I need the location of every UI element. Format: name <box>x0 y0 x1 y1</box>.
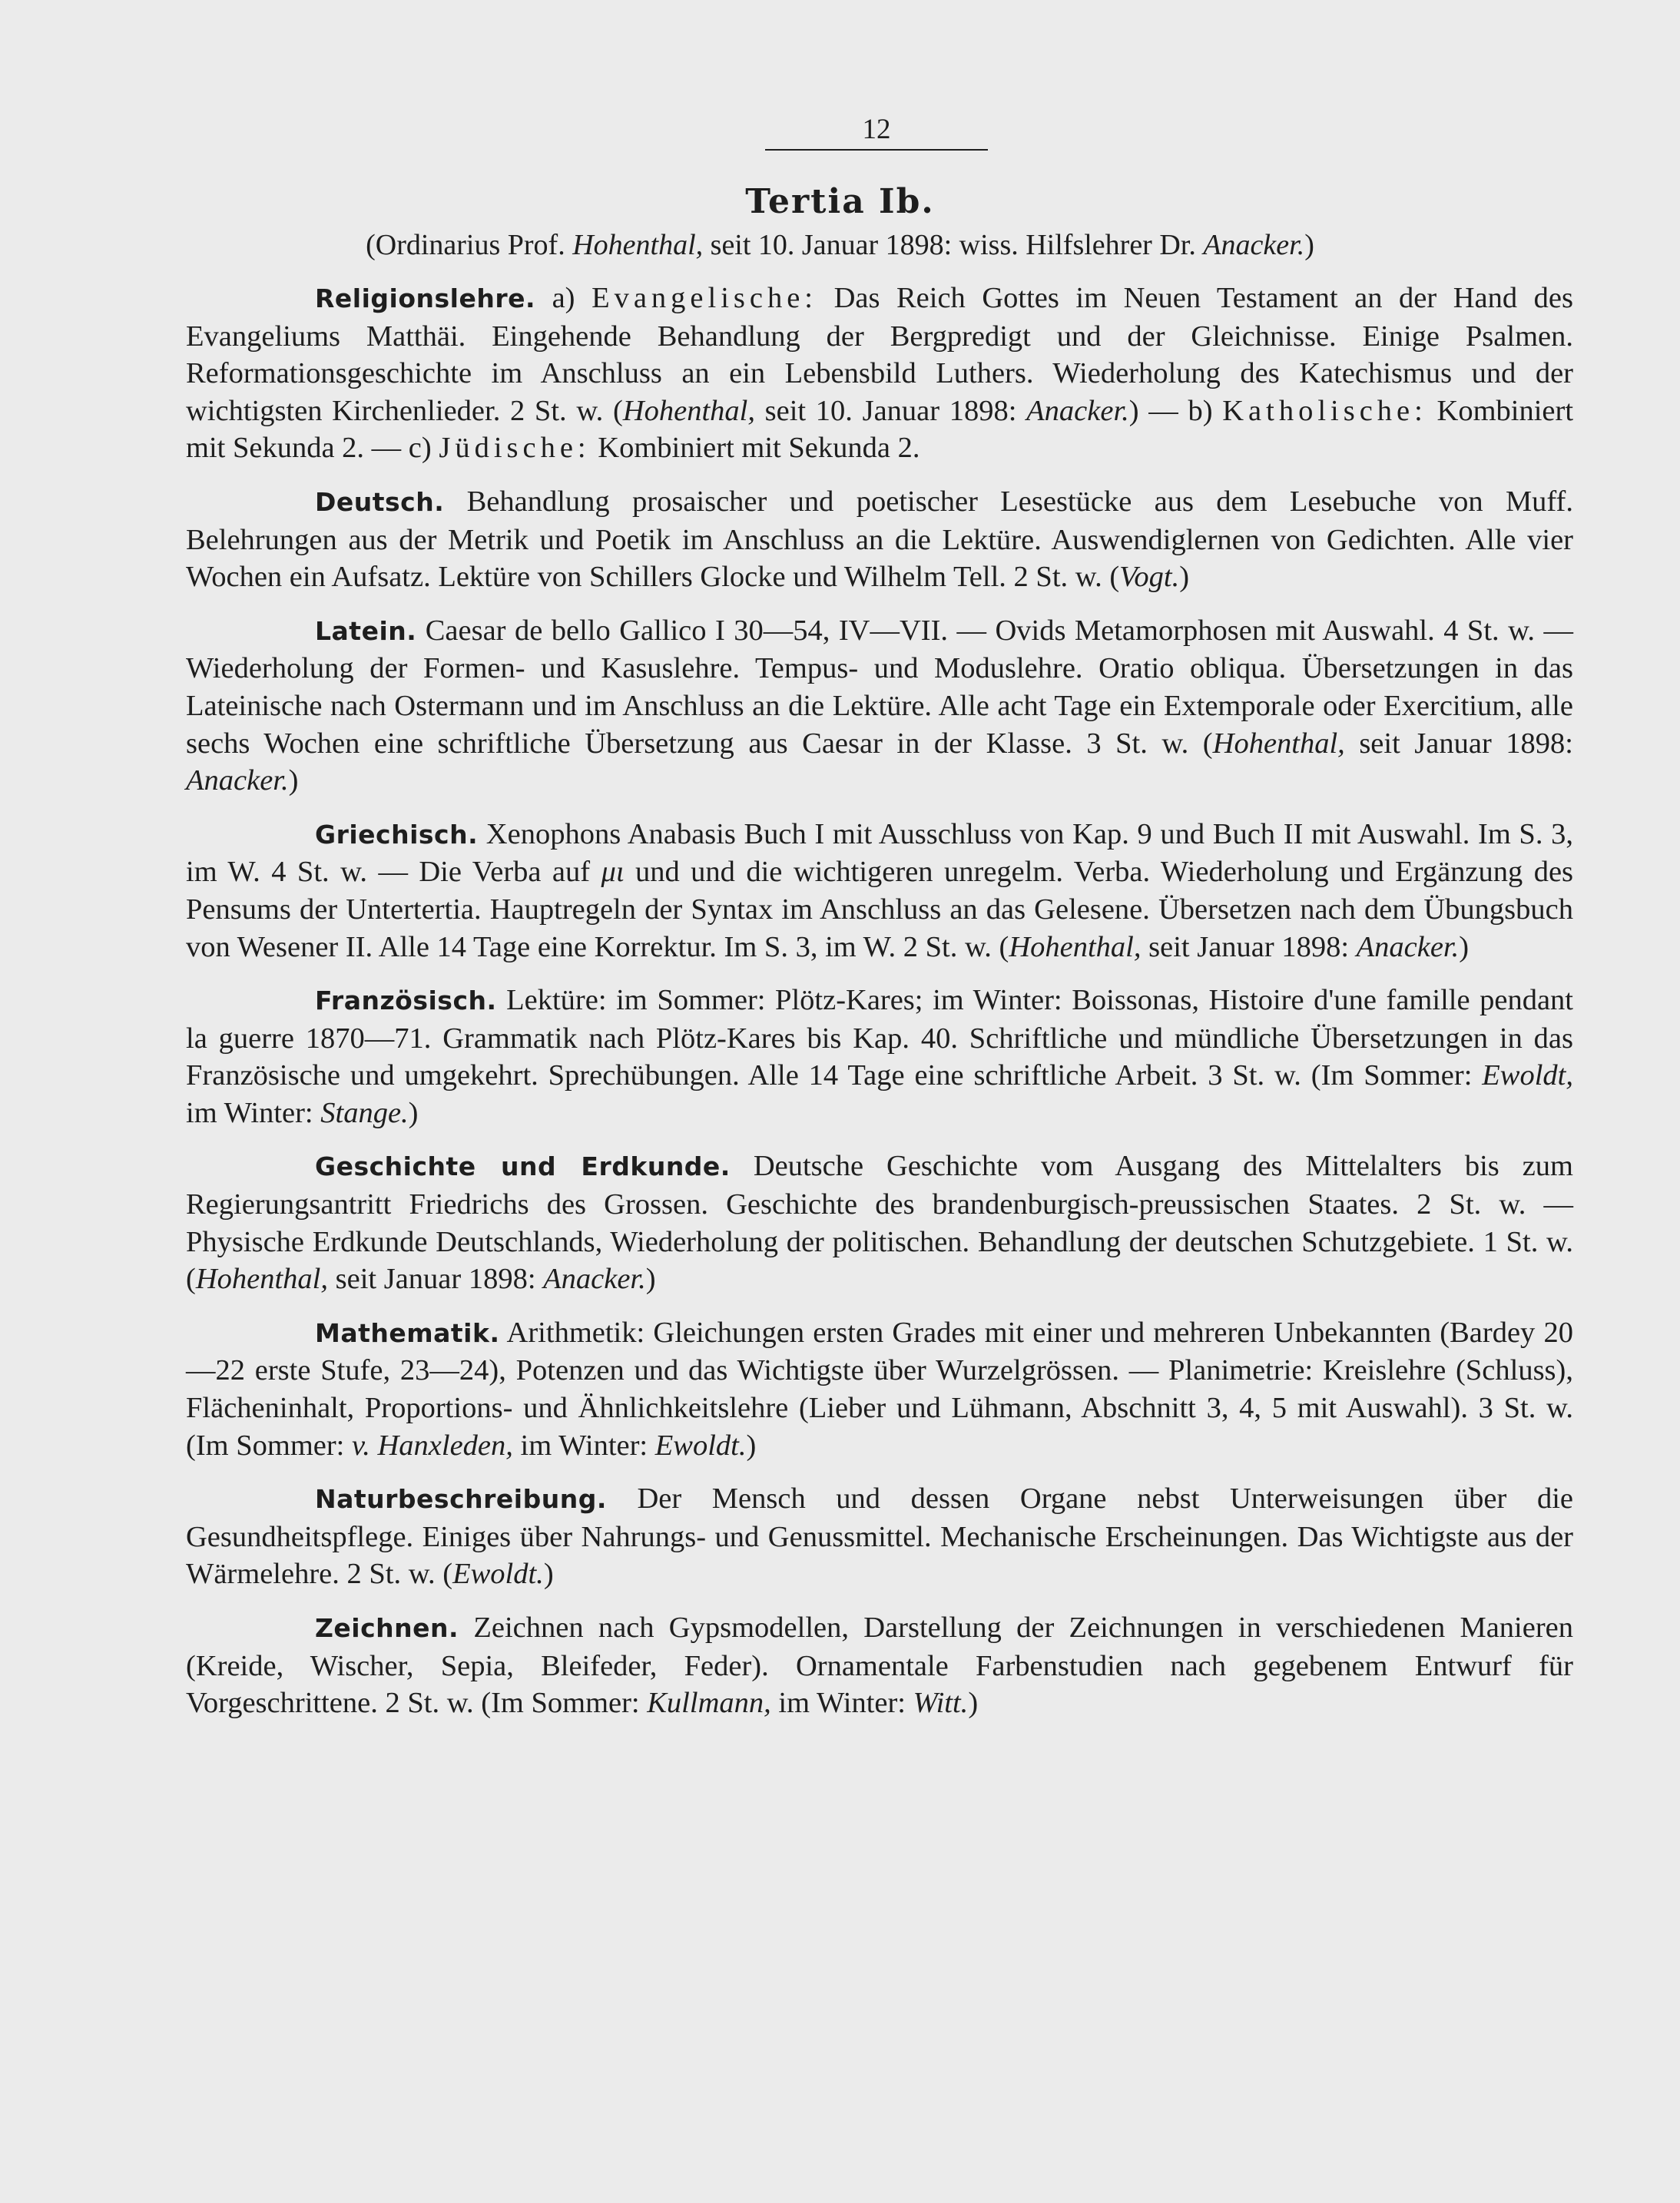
teacher-name: Vogt. <box>1119 561 1180 594</box>
subject-heading: Naturbeschreibung. <box>315 1484 607 1515</box>
class-title: Tertia Ib. <box>745 182 935 221</box>
section-text: a) <box>535 282 592 314</box>
teacher-name: Hohenthal, <box>1009 930 1142 963</box>
section-griechisch <box>186 816 1573 966</box>
section-text: Der Mensch und dessen Organe nebst Unterweisungen über die Gesundheitspflege. Einiges über Nahrungs- und Genussmittel. Mechanische Erscheinungen. Das Wichtigste aus der Wärmelehre. 2 St. w. ( <box>186 1482 1573 1591</box>
ordinarius-mid: seit 10. Januar 1898: wiss. Hilfslehrer Dr. <box>703 229 1204 261</box>
section-text: Behandlung prosaischer und poetischer Lesestücke aus dem Lesebuche von Muff. Belehrungen aus der Metrik und Poetik im Anschluss an die Lektüre. Auswendiglernen von Gedichten. Alle vier Wochen ein Aufsatz. Lektüre von Schillers Glocke und Wilhelm Tell. 2 St. w. ( <box>186 485 1573 594</box>
subject-heading: Zeichnen. <box>315 1613 459 1643</box>
subject-heading: Religionslehre. <box>315 283 536 313</box>
section-text: ) <box>543 1558 554 1591</box>
section-text: im Winter: <box>186 1096 321 1129</box>
subject-heading: Latein. <box>315 615 417 646</box>
section-text: ) <box>408 1096 419 1129</box>
teacher-name: Kullmann, <box>647 1687 771 1720</box>
subject-heading: Französisch. <box>315 986 497 1016</box>
section-spaced-text: Evangelische: <box>591 282 818 314</box>
teacher-name: Hohenthal, <box>622 394 755 427</box>
section-text: Caesar de bello Gallico I 30—54, IV—VII. — Ovids Metamorphosen mit Auswahl. 4 St. w. — Wiederholung der Formen- und Kasuslehre. Tempus- und Moduslehre. Oratio obliqua. Übersetzungen in das Lateinische nach Ostermann und im Anschluss an die Lektüre. Alle acht Tage ein Extemporale oder Exercitium, alle sechs Wochen eine schriftliche Übersetzung aus Caesar in der Klasse. 3 St. w. ( <box>186 614 1573 760</box>
teacher-name: Hohenthal, <box>1212 727 1345 760</box>
teacher-name: Stange. <box>320 1096 409 1129</box>
section-text: seit Januar 1898: <box>1141 930 1357 963</box>
section-text: Lektüre: im Sommer: Plötz-Kares; im Winter: Boissonas, Histoire d'une famille pendant la guerre 1870—71. Grammatik nach Plötz-Kares bis Kap. 40. Schriftliche und mündliche Übersetzungen in das Französische und umgekehrt. Sprechübungen. Alle 14 Tage eine schriftliche Arbeit. 3 St. w. (Im Sommer: <box>186 984 1573 1092</box>
section-text: im Winter: <box>512 1429 655 1462</box>
curriculum-body <box>186 280 1573 1738</box>
subject-heading: Deutsch. <box>315 486 445 517</box>
section-religion <box>186 280 1573 467</box>
section-text: ) <box>1459 930 1470 963</box>
teacher-name: Hohenthal, <box>195 1263 328 1296</box>
section-text: im Winter: <box>770 1687 913 1720</box>
teacher-name: v. Hanxleden, <box>352 1429 513 1462</box>
section-deutsch <box>186 483 1573 596</box>
teacher-name: Ewoldt. <box>452 1558 544 1591</box>
teacher-name: Anacker. <box>1026 394 1129 427</box>
teacher-name: Anacker. <box>1356 930 1460 963</box>
section-franzoesisch <box>186 982 1573 1131</box>
greek-word: μι <box>601 856 625 889</box>
teacher-name: Anacker. <box>186 764 289 797</box>
section-text: seit 10. Januar 1898: <box>754 394 1027 427</box>
section-latein <box>186 612 1573 800</box>
section-text: seit Januar 1898: <box>328 1263 544 1296</box>
ordinarius-close: ) <box>1304 229 1314 261</box>
section-text: Kombiniert mit Sekunda 2. — c) <box>186 394 1574 465</box>
section-text: Deutsche Geschichte vom Ausgang des Mittelalters bis zum Regierungsantritt Friedrichs des Grossen. Geschichte des brandenburgisch-preussischen Staates. 2 St. w. — Physische Erdkunde Deutschlands, Wiederholung der politischen. Behandlung der deutschen Schutzgebiete. 1 St. w. ( <box>186 1150 1573 1296</box>
teacher-name: Ewoldt. <box>654 1429 747 1462</box>
section-text: Kombiniert mit Sekunda 2. <box>590 432 920 465</box>
section-spaced-text: Jüdische: <box>439 432 591 465</box>
section-text: Das Reich Gottes im Neuen Testament an der Hand des Evangeliums Matthäi. Eingehende Behandlung der Bergpredigt und der Gleichnisse. Einige Psalmen. Reformationsgeschichte im Anschluss an ein Lebensbild Luthers. Wiederholung des Katechismus und der wichtigsten Kirchenlieder. 2 St. w. ( <box>186 282 1573 427</box>
section-text: Zeichnen nach Gypsmodellen, Darstellung der Zeichnungen in verschiedenen Manieren (Kreide, Wischer, Sepia, Bleifeder, Feder). Ornamentale Farbenstudien nach gegebenem Entwurf für Vorgeschrittene. 2 St. w. (Im Sommer: <box>186 1612 1573 1720</box>
subject-heading: Geschichte und Erdkunde. <box>315 1151 731 1182</box>
section-text: Arithmetik: Gleichungen ersten Grades mit einer und mehreren Unbekannten (Bardey 20—22 erste Stufe, 23—24), Potenzen und das Wichtigste über Wurzelgrössen. — Planimetrie: Kreislehre (Schluss), Flächeninhalt, Proportions- und Ähnlichkeitslehre (Lieber und Lühmann, Abschnitt 3, 4, 5 mit Auswahl). 3 St. w. (Im Sommer: <box>186 1316 1573 1462</box>
page-number-rule <box>765 149 988 151</box>
section-text: ) <box>1179 561 1190 594</box>
teacher-name: Anacker. <box>543 1263 646 1296</box>
section-naturbeschreibung <box>186 1480 1573 1593</box>
section-text: ) <box>288 764 299 797</box>
section-text: ) — b) <box>1128 394 1223 427</box>
ordinarius-line <box>0 226 1680 264</box>
subject-heading: Griechisch. <box>315 819 479 850</box>
section-zeichnen <box>186 1609 1573 1722</box>
ordinarius-prefix: (Ordinarius Prof. <box>366 229 573 261</box>
section-text: ) <box>968 1687 979 1720</box>
section-text: ) <box>746 1429 757 1462</box>
teacher-name: Ewoldt, <box>1482 1059 1573 1092</box>
section-geschichte <box>186 1148 1573 1297</box>
hilfslehrer-name: Anacker. <box>1203 229 1305 261</box>
section-text: seit Januar 1898: <box>1344 727 1574 760</box>
section-text: ) <box>645 1263 656 1296</box>
section-text: Xenophons Anabasis Buch I mit Ausschluss von Kap. 9 und Buch II mit Auswahl. Im S. 3, im W. 4 St. w. — Die Verba auf <box>186 817 1573 889</box>
page-number: 12 <box>862 114 891 145</box>
section-spaced-text: Katholische: <box>1222 394 1427 427</box>
subject-heading: Mathematik. <box>315 1317 500 1348</box>
section-mathematik <box>186 1314 1573 1464</box>
teacher-name: Witt. <box>913 1687 969 1720</box>
ordinarius-name: Hohenthal, <box>572 229 704 261</box>
section-text: und und die wichtigeren unregelm. Verba. Wiederholung und Ergänzung des Pensums der Untertertia. Hauptregeln der Syntax im Anschluss an das Gelesene. Übersetzen nach dem Übungsbuch von Wesener II. Alle 14 Tage eine Korrektur. Im S. 3, im W. 2 St. w. ( <box>186 856 1574 963</box>
